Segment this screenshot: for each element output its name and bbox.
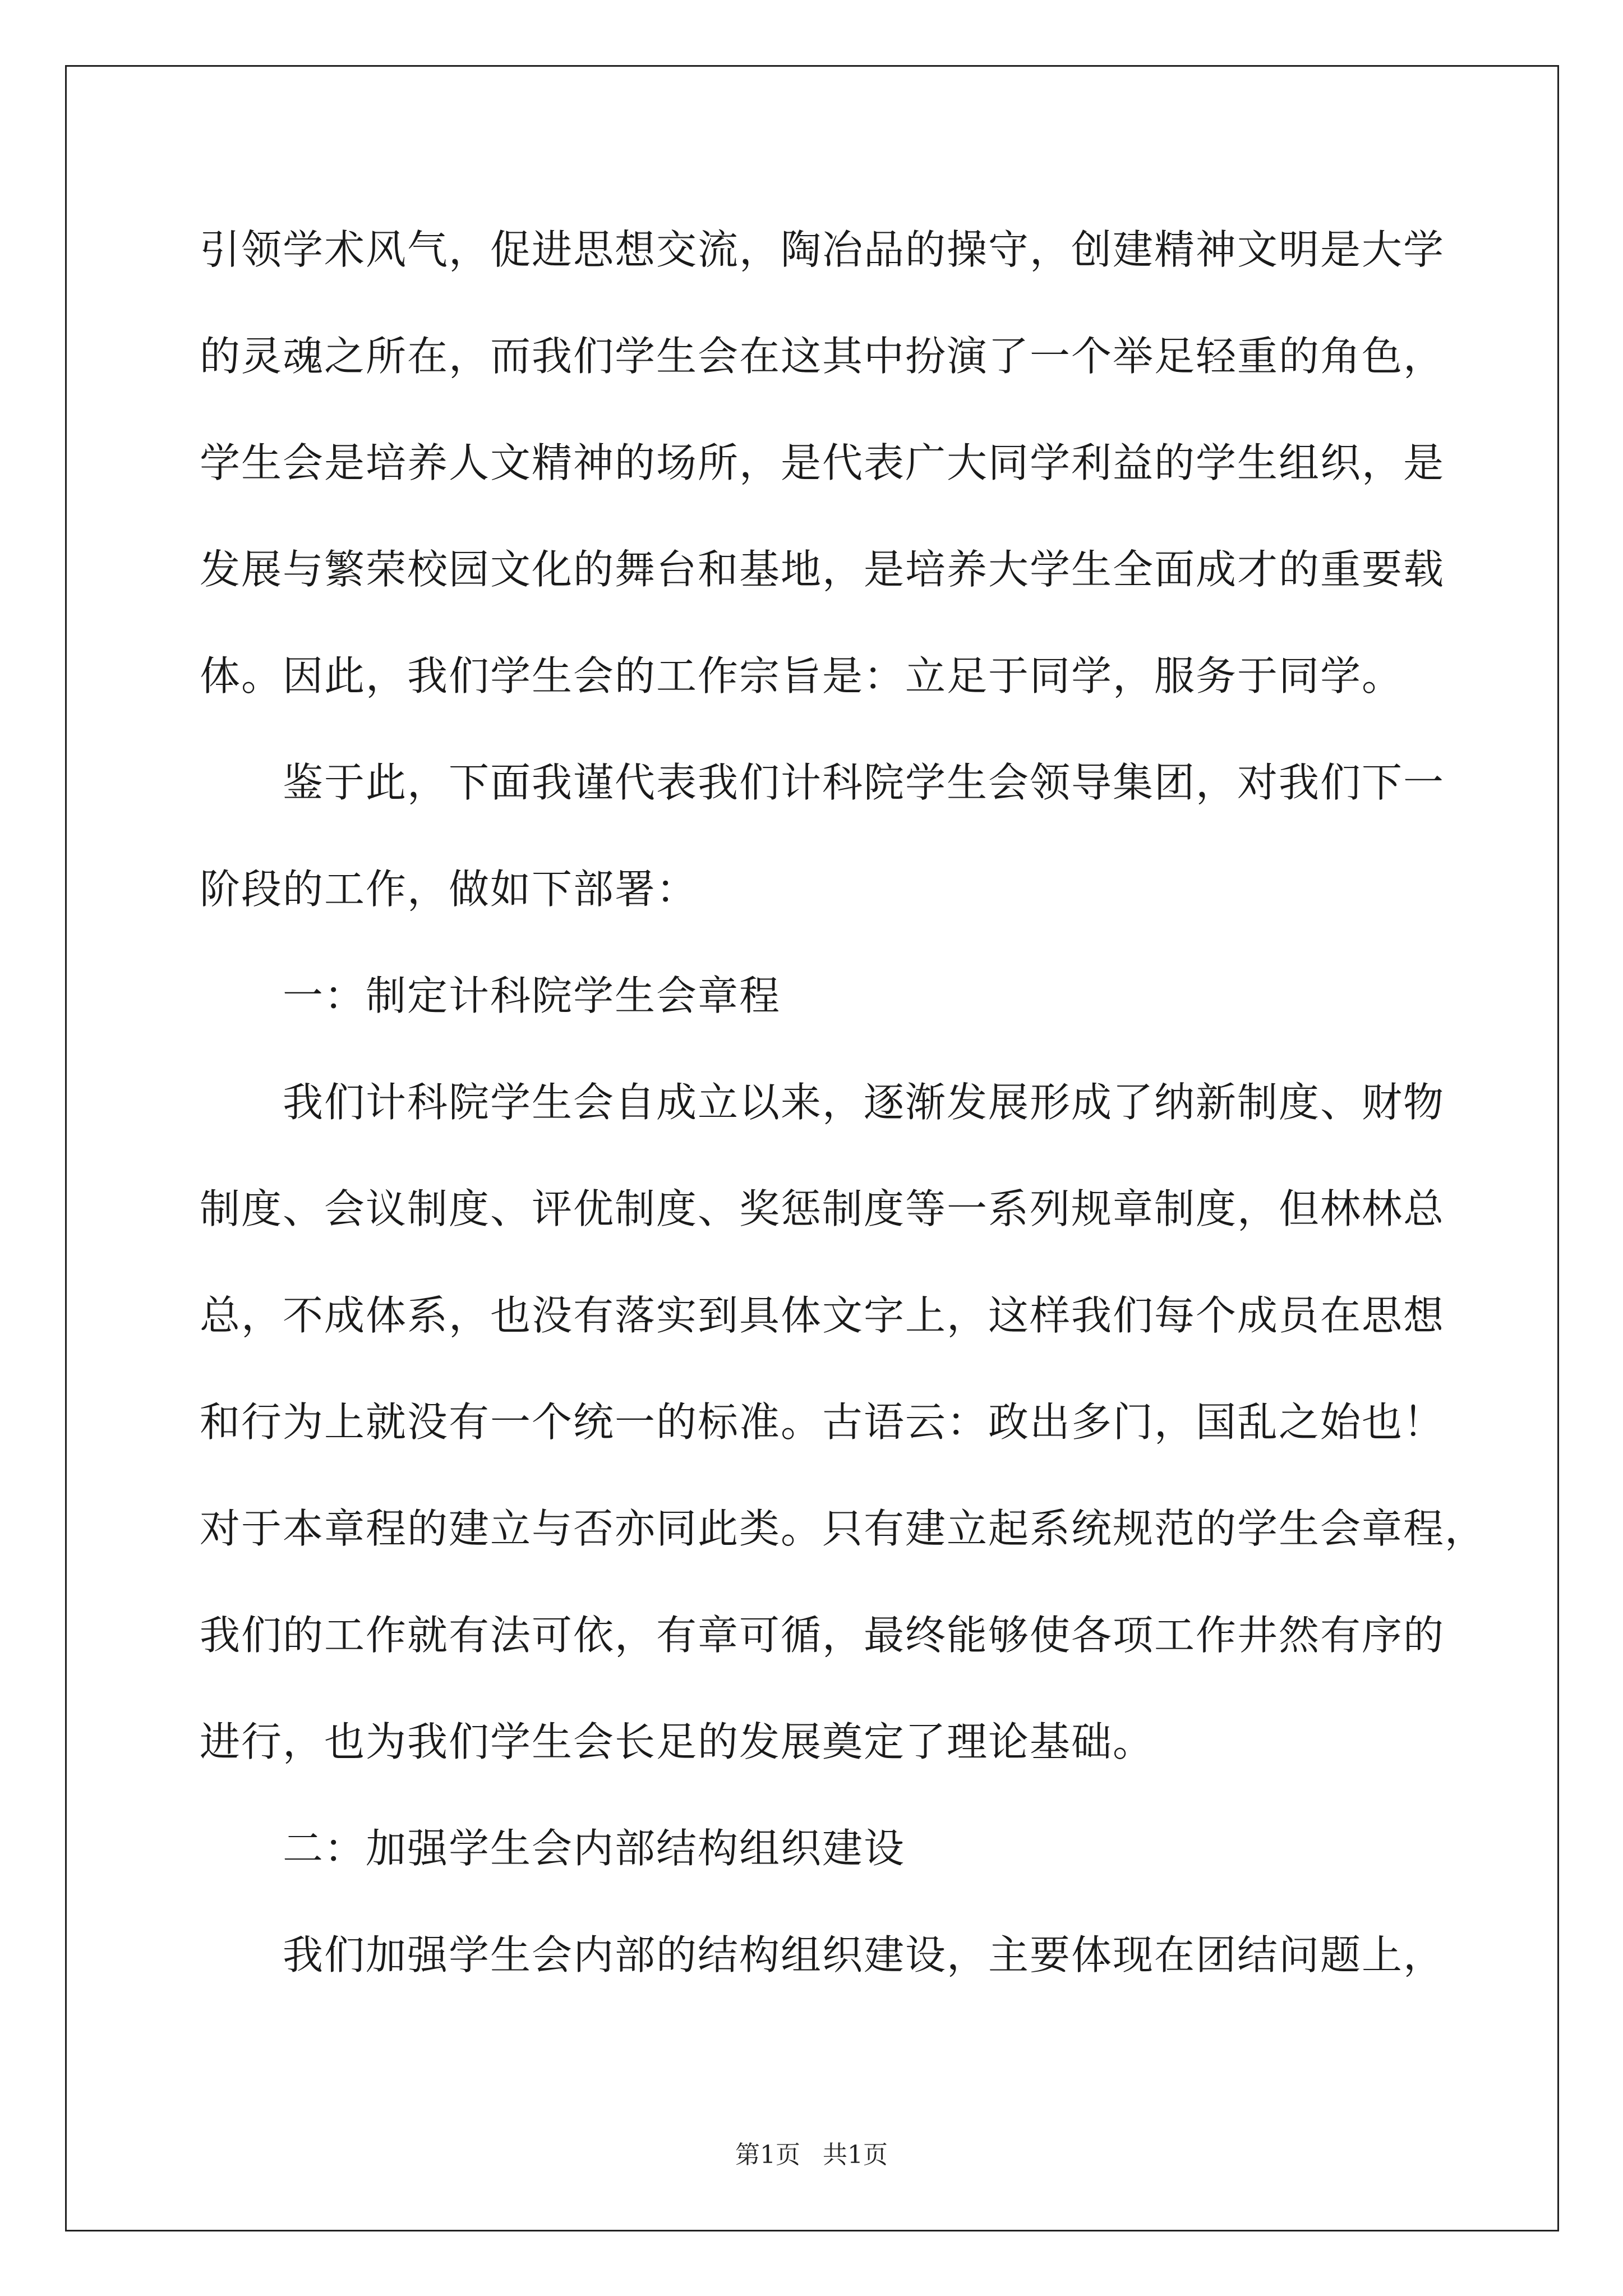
section-heading: 一：制定计科院学生会章程 bbox=[200, 972, 781, 1019]
text-line: 引领学术风气，促进思想交流，陶冶品的操守，创建精神文明是大学 bbox=[200, 226, 1445, 273]
page-footer bbox=[0, 2134, 1623, 2170]
page-total: 共1页 bbox=[823, 2141, 888, 2169]
text-line: 发展与繁荣校园文化的舞台和基地，是培养大学生全面成才的重要载 bbox=[200, 546, 1445, 593]
text-line: 体。因此，我们学生会的工作宗旨是：立足于同学，服务于同学。 bbox=[200, 652, 1404, 700]
document-body bbox=[200, 213, 1487, 2025]
text-line: 我们加强学生会内部的结构组织建设，主要体现在团结问题上， bbox=[200, 1931, 1445, 1978]
text-line: 阶段的工作，做如下部署： bbox=[200, 866, 698, 913]
section-heading: 二：加强学生会内部结构组织建设 bbox=[200, 1825, 906, 1872]
text-line: 总，不成体系，也没有落实到具体文字上，这样我们每个成员在思想 bbox=[200, 1292, 1445, 1339]
text-line: 我们计科院学生会自成立以来，逐渐发展形成了纳新制度、财物 bbox=[200, 1079, 1445, 1126]
text-line: 的灵魂之所在，而我们学生会在这其中扮演了一个举足轻重的角色， bbox=[200, 333, 1445, 380]
text-line: 我们的工作就有法可依，有章可循，最终能够使各项工作井然有序的 bbox=[200, 1612, 1445, 1659]
page-number: 第1页 bbox=[735, 2141, 800, 2169]
text-line: 和行为上就没有一个统一的标准。古语云：政出多门，国乱之始也！ bbox=[200, 1398, 1445, 1446]
text-line: 进行，也为我们学生会长足的发展奠定了理论基础。 bbox=[200, 1718, 1155, 1765]
text-line: 鉴于此，下面我谨代表我们计科院学生会领导集团，对我们下一 bbox=[200, 759, 1445, 806]
text-line: 制度、会议制度、评优制度、奖惩制度等一系列规章制度，但林林总 bbox=[200, 1185, 1445, 1232]
text-line: 对于本章程的建立与否亦同此类。只有建立起系统规范的学生会章程， bbox=[200, 1505, 1487, 1552]
text-line: 学生会是培养人文精神的场所，是代表广大同学利益的学生组织，是 bbox=[200, 439, 1445, 486]
